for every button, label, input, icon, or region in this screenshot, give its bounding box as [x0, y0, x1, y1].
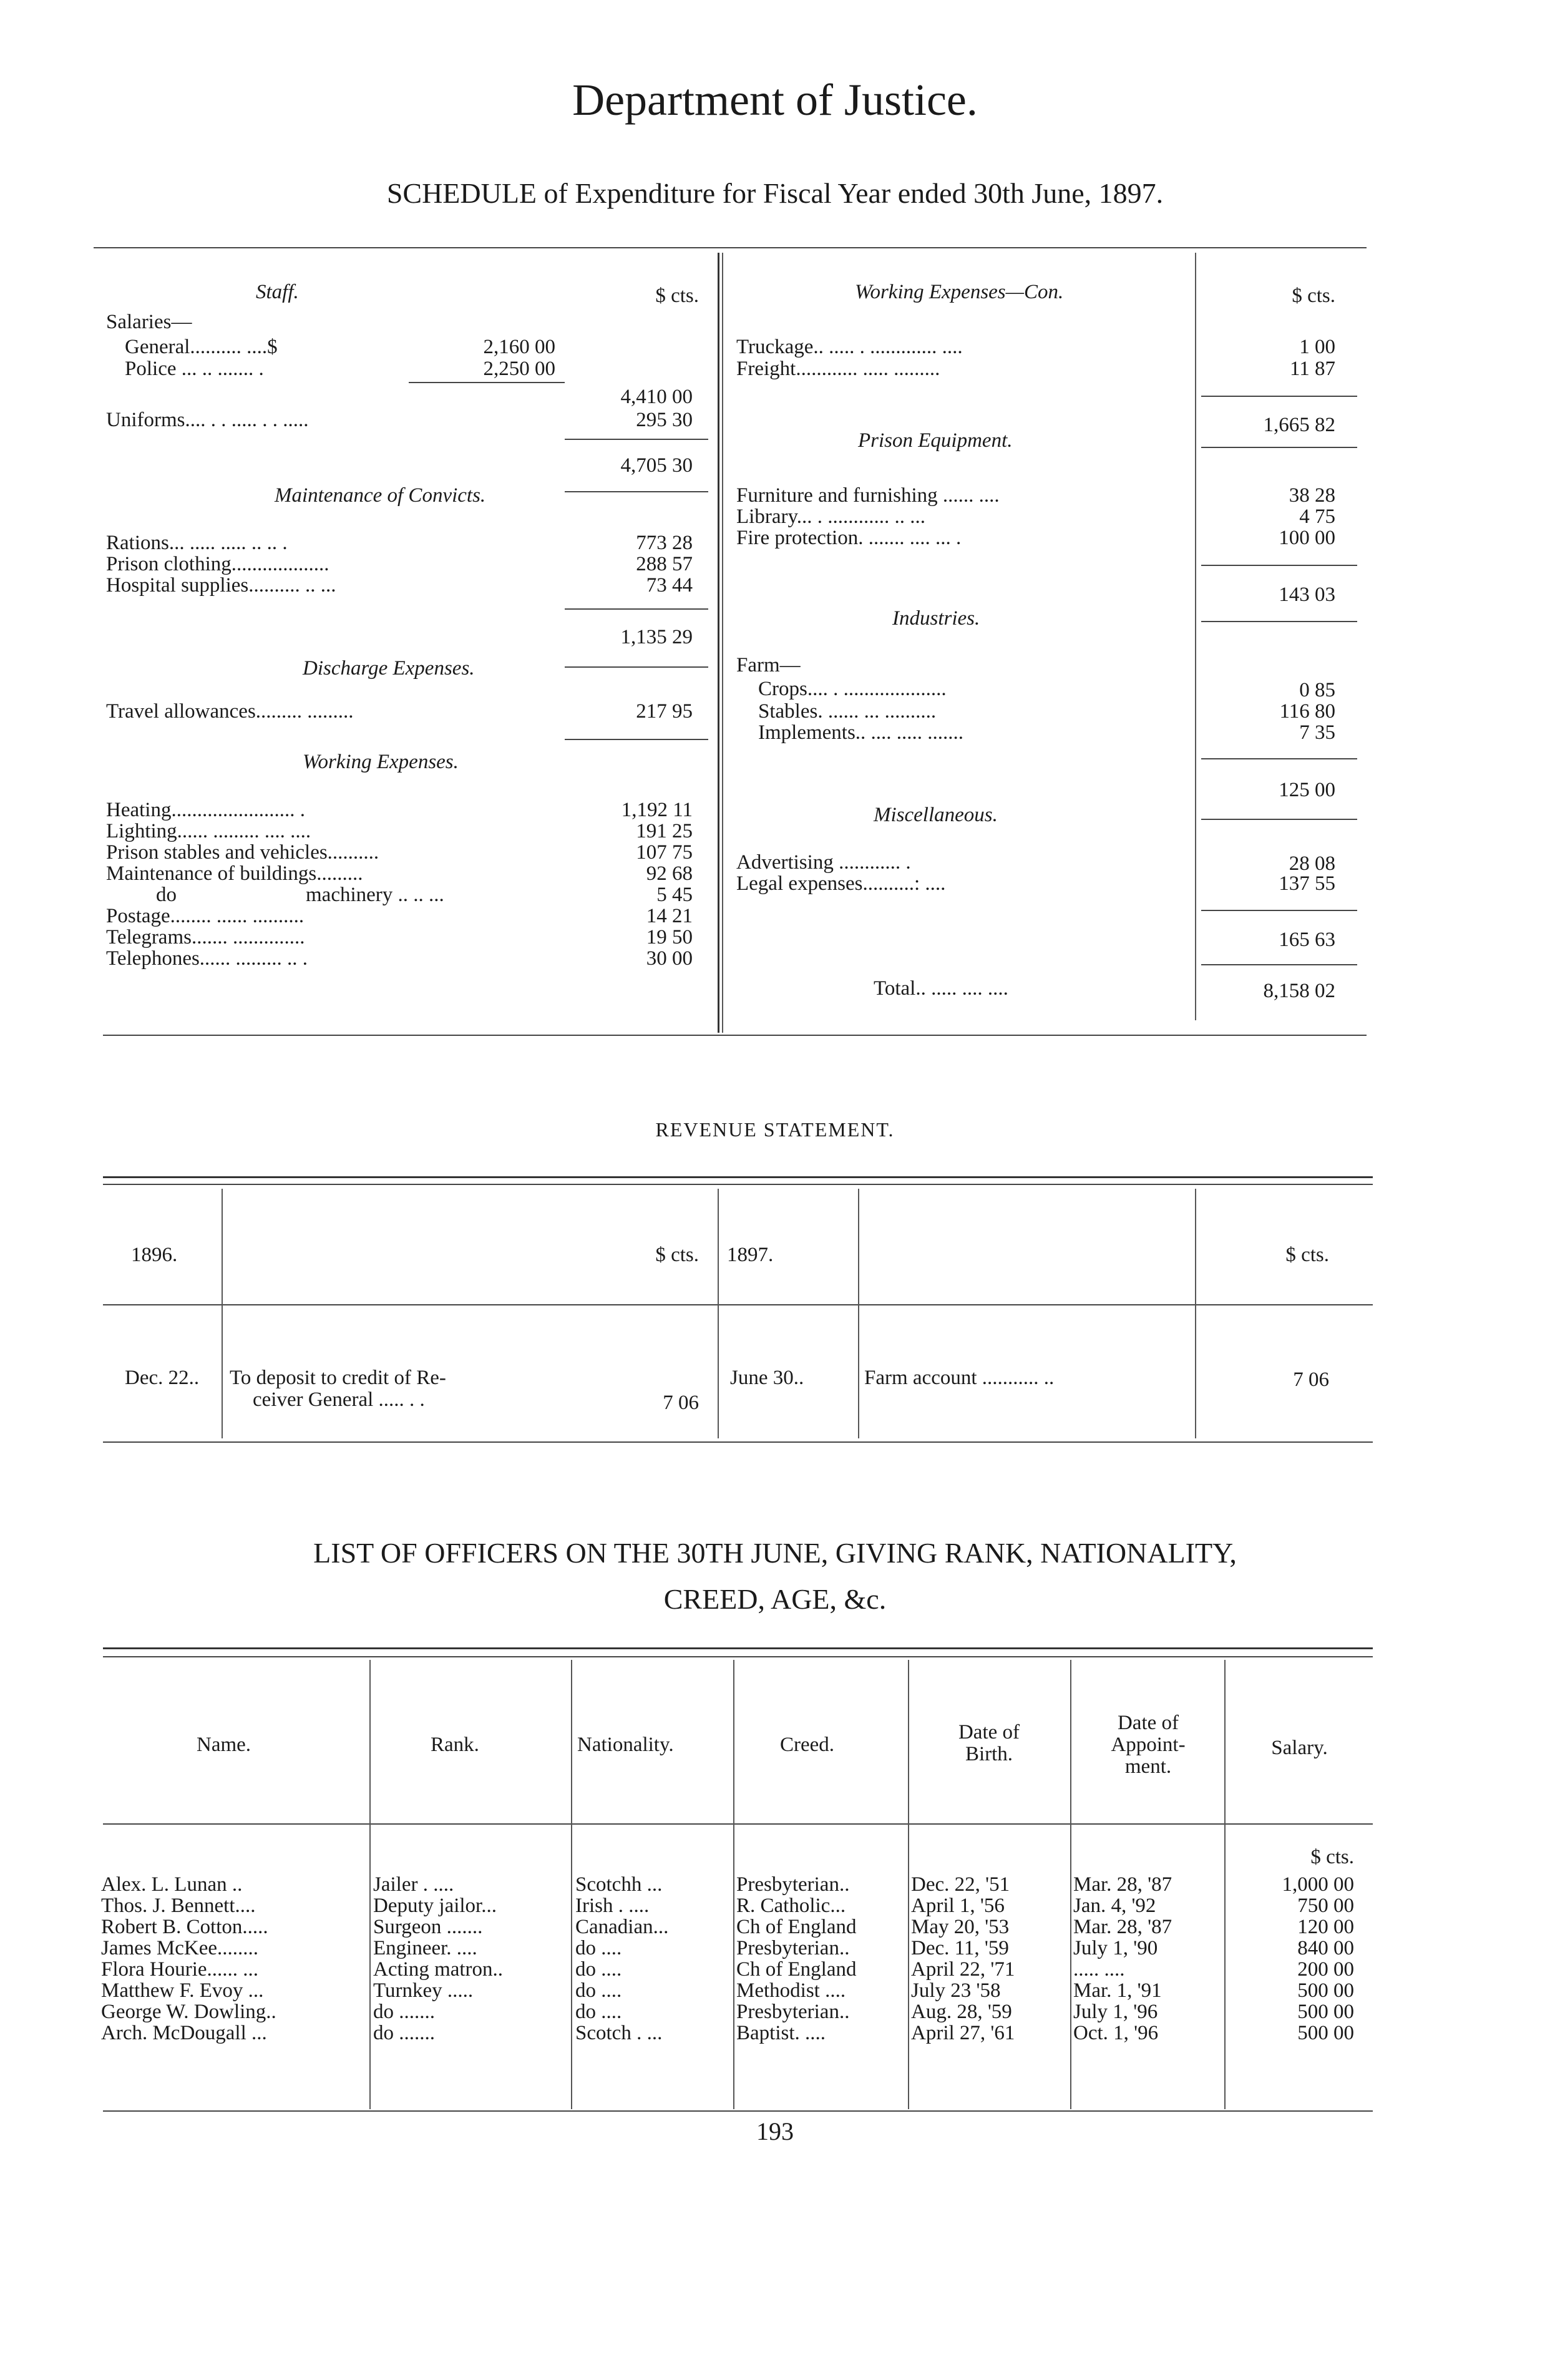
discharge-total-rule: [565, 739, 708, 740]
officers-col-salary: [1224, 1660, 1226, 2109]
working-con-total-rule: [1201, 396, 1357, 397]
uniforms-amount: 295 30: [636, 409, 693, 431]
officer-appointment: Jan. 4, '92: [1073, 1895, 1156, 1917]
officer-birth: Dec. 22, '51: [911, 1873, 1010, 1896]
postage-amount: 14 21: [646, 905, 693, 927]
working-con-heading: Working Expenses—Con.: [855, 281, 1064, 303]
officer-creed: Ch of England: [736, 1916, 857, 1938]
machinery-amount: 5 45: [656, 884, 693, 906]
postage-label: Postage........ ...... ..........: [106, 905, 305, 927]
left-currency-header: $ cts.: [655, 285, 699, 307]
schedule-top-rule: [94, 247, 1367, 248]
implements-amount: 7 35: [1299, 721, 1335, 744]
revenue-year-right: 1897.: [727, 1244, 774, 1266]
maintenance-total: 1,135 29: [620, 626, 693, 648]
officer-nationality: Irish . ....: [575, 1895, 650, 1917]
hospital-label: Hospital supplies.......... .. ...: [106, 574, 336, 597]
officer-creed: Presbyterian..: [736, 2001, 850, 2023]
officer-appointment: ..... ....: [1073, 1958, 1125, 1981]
farm-stables-label: Stables. ...... ... ..........: [758, 700, 937, 723]
officer-birth: April 1, '56: [911, 1895, 1005, 1917]
furniture-amount: 38 28: [1289, 484, 1335, 507]
officer-salary: 500 00: [1297, 2022, 1354, 2044]
officer-nationality: do ....: [575, 1937, 622, 1959]
maintenance-close-rule: [565, 666, 708, 668]
schedule-bottom-rule: [103, 1035, 1367, 1036]
officer-appointment: Mar. 28, '87: [1073, 1916, 1172, 1938]
telegrams-amount: 19 50: [646, 926, 693, 949]
travel-label: Travel allowances......... .........: [106, 700, 354, 723]
officer-rank: Acting matron..: [373, 1958, 504, 1981]
officer-nationality: do ....: [575, 2001, 622, 2023]
officer-nationality: do ....: [575, 1958, 622, 1981]
officers-col-nationality: [571, 1660, 572, 2109]
right-currency-header: $ cts.: [1292, 285, 1335, 307]
officers-col-birth: [908, 1660, 909, 2109]
industries-close-rule: [1201, 819, 1357, 820]
col-header-appt-1: Date of: [1117, 1712, 1179, 1734]
officer-rank: do .......: [373, 2001, 435, 2023]
officer-salary: 1,000 00: [1282, 1873, 1354, 1896]
travel-amount: 217 95: [636, 700, 693, 723]
officers-header-rule: [103, 1823, 1373, 1825]
advertising-label: Advertising ............ .: [736, 851, 911, 874]
buildings-label: Maintenance of buildings.........: [106, 862, 363, 885]
lighting-amount: 191 25: [636, 820, 693, 842]
prison-equipment-heading: Prison Equipment.: [858, 429, 1013, 452]
officer-birth: April 22, '71: [911, 1958, 1015, 1981]
officer-salary: 500 00: [1297, 2001, 1354, 2023]
misc-close-rule: [1201, 964, 1357, 965]
staff-close-rule: [565, 491, 708, 492]
furniture-label: Furniture and furnishing ...... ....: [736, 484, 1000, 507]
miscellaneous-heading: Miscellaneous.: [874, 804, 998, 826]
implements-label: Implements.. .... ..... .......: [758, 721, 964, 744]
machinery-do: do: [156, 884, 177, 906]
officer-creed: Presbyterian..: [736, 1873, 850, 1896]
schedule-center-divider: [718, 253, 719, 1033]
telephones-label: Telephones...... ......... .. .: [106, 947, 308, 970]
clothing-amount: 288 57: [636, 553, 693, 575]
officer-rank: Deputy jailor...: [373, 1895, 497, 1917]
right-amount-divider: [1195, 253, 1196, 1020]
discharge-heading: Discharge Expenses.: [303, 657, 475, 680]
officers-heading-1: LIST OF OFFICERS ON THE 30TH JUNE, GIVING RANK, NATIONALITY,: [313, 1537, 1237, 1569]
buildings-amount: 92 68: [646, 862, 693, 885]
schedule-subtitle: SCHEDULE of Expenditure for Fiscal Year ended 30th June, 1897.: [386, 177, 1164, 209]
officer-salary: 500 00: [1297, 1979, 1354, 2002]
legal-label: Legal expenses..........: ....: [736, 872, 946, 895]
officer-rank: Jailer . ....: [373, 1873, 454, 1896]
revenue-heading: REVENUE STATEMENT.: [655, 1118, 895, 1141]
col-header-appt-3: ment.: [1124, 1755, 1172, 1778]
prison-eq-close-rule: [1201, 621, 1357, 622]
machinery-label: machinery .. .. ...: [306, 884, 444, 906]
col-header-appt-2: Appoint-: [1111, 1734, 1186, 1756]
salaries-total: 4,410 00: [620, 386, 693, 408]
revenue-col-2: [718, 1189, 719, 1438]
library-label: Library... . ............ .. ...: [736, 505, 926, 528]
working-con-total: 1,665 82: [1263, 414, 1335, 436]
revenue-left-date: Dec. 22..: [125, 1367, 200, 1389]
farm-stables-amount: 116 80: [1279, 700, 1335, 723]
general-label: General.......... ....$: [125, 336, 278, 358]
freight-amount: 11 87: [1289, 358, 1335, 380]
officer-birth: May 20, '53: [911, 1916, 1010, 1938]
officer-nationality: Scotch . ...: [575, 2022, 663, 2044]
misc-total-rule: [1201, 910, 1357, 911]
industries-total-rule: [1201, 758, 1357, 759]
salaries-subtotal-rule: [409, 382, 565, 383]
revenue-left-desc-1: To deposit to credit of Re-: [230, 1367, 446, 1389]
officer-name: Alex. L. Lunan ..: [101, 1873, 243, 1896]
prison-eq-total-rule: [1201, 565, 1357, 566]
officer-name: Thos. J. Bennett....: [101, 1895, 256, 1917]
officers-bottom-rule: [103, 2110, 1373, 2112]
officer-nationality: Canadian...: [575, 1916, 669, 1938]
officer-salary: 120 00: [1297, 1916, 1354, 1938]
officer-appointment: July 1, '96: [1073, 2001, 1158, 2023]
officer-creed: Baptist. ....: [736, 2022, 826, 2044]
officer-birth: Dec. 11, '59: [911, 1937, 1009, 1959]
miscellaneous-total: 165 63: [1279, 929, 1335, 951]
officers-col-creed: [733, 1660, 734, 2109]
maintenance-heading: Maintenance of Convicts.: [275, 484, 486, 507]
total-label: Total.. ..... .... ....: [874, 977, 1008, 1000]
revenue-right-amount: 7 06: [1293, 1368, 1329, 1391]
officer-rank: Surgeon .......: [373, 1916, 483, 1938]
working-con-close-rule: [1201, 447, 1357, 448]
officer-name: James McKee........: [101, 1937, 259, 1959]
revenue-left-desc-2: ceiver General ..... . .: [253, 1388, 425, 1411]
col-header-birth-2: Birth.: [965, 1743, 1013, 1765]
farm-label: Farm—: [736, 654, 801, 676]
truckage-amount: 1 00: [1299, 336, 1335, 358]
uniforms-label: Uniforms.... . . ..... . . .....: [106, 409, 309, 431]
crops-amount: 0 85: [1299, 679, 1335, 701]
officer-rank: Turnkey .....: [373, 1979, 474, 2002]
revenue-year-left: 1896.: [131, 1244, 178, 1266]
general-amount: 2,160 00: [483, 336, 555, 358]
fire-amount: 100 00: [1279, 527, 1335, 549]
stables-label: Prison stables and vehicles..........: [106, 841, 379, 864]
hospital-amount: 73 44: [646, 574, 693, 597]
revenue-col-4: [1195, 1189, 1196, 1438]
officers-heading-2: CREED, AGE, &c.: [663, 1583, 887, 1615]
salaries-label: Salaries—: [106, 311, 192, 333]
officers-col-appt: [1070, 1660, 1071, 2109]
stables-amount: 107 75: [636, 841, 693, 864]
officer-nationality: do ....: [575, 1979, 622, 2002]
officer-salary: 200 00: [1297, 1958, 1354, 1981]
col-header-birth-1: Date of: [958, 1721, 1020, 1744]
officer-creed: Methodist ....: [736, 1979, 846, 2002]
revenue-currency-right: $ cts.: [1285, 1244, 1329, 1266]
officer-name: Flora Hourie...... ...: [101, 1958, 259, 1981]
revenue-header-rule: [103, 1304, 1373, 1305]
police-amount: 2,250 00: [483, 358, 555, 380]
officer-creed: R. Catholic...: [736, 1895, 846, 1917]
police-label: Police ... .. ....... .: [125, 358, 264, 380]
prison-equipment-total: 143 03: [1279, 583, 1335, 606]
revenue-col-3: [858, 1189, 859, 1438]
officer-name: Arch. McDougall ...: [101, 2022, 267, 2044]
officers-col-rank: [369, 1660, 371, 2109]
officer-appointment: Oct. 1, '96: [1073, 2022, 1159, 2044]
officer-name: Matthew F. Evoy ...: [101, 1979, 264, 2002]
officer-birth: Aug. 28, '59: [911, 2001, 1012, 2023]
rations-label: Rations... ..... ..... .. .. .: [106, 532, 288, 554]
page-number: 193: [756, 2117, 794, 2145]
heating-label: Heating........................ .: [106, 799, 305, 821]
officer-birth: July 23 '58: [911, 1979, 1001, 2002]
library-amount: 4 75: [1299, 505, 1335, 528]
revenue-top-rule-2: [103, 1184, 1373, 1185]
revenue-left-amount: 7 06: [663, 1392, 699, 1414]
staff-total-rule: [565, 439, 708, 440]
revenue-right-date: June 30..: [730, 1367, 804, 1389]
staff-total: 4,705 30: [620, 454, 693, 477]
grand-total: 8,158 02: [1263, 980, 1335, 1002]
officer-name: George W. Dowling..: [101, 2001, 276, 2023]
officers-top-rule: [103, 1647, 1373, 1649]
freight-label: Freight............ ..... .........: [736, 358, 940, 380]
revenue-bottom-rule: [103, 1441, 1373, 1443]
officer-appointment: Mar. 1, '91: [1073, 1979, 1162, 2002]
officer-nationality: Scotchh ...: [575, 1873, 663, 1896]
col-header-salary-units: $ cts.: [1310, 1846, 1354, 1868]
officer-creed: Presbyterian..: [736, 1937, 850, 1959]
col-header-rank: Rank.: [431, 1734, 479, 1756]
truckage-label: Truckage.. ..... . ............. ....: [736, 336, 963, 358]
officer-salary: 750 00: [1297, 1895, 1354, 1917]
fire-label: Fire protection. ....... .... ... .: [736, 527, 962, 549]
staff-heading: Staff.: [256, 281, 299, 303]
officer-creed: Ch of England: [736, 1958, 857, 1981]
col-header-salary: Salary.: [1271, 1737, 1328, 1759]
officer-rank: Engineer. ....: [373, 1937, 477, 1959]
col-header-nationality: Nationality.: [577, 1734, 674, 1756]
industries-heading: Industries.: [892, 607, 980, 630]
page-title: Department of Justice.: [572, 75, 978, 125]
lighting-label: Lighting...... ......... .... ....: [106, 820, 311, 842]
telephones-amount: 30 00: [646, 947, 693, 970]
revenue-currency-left: $ cts.: [655, 1244, 699, 1266]
revenue-col-1: [222, 1189, 223, 1438]
working-heading: Working Expenses.: [303, 751, 459, 773]
officer-birth: April 27, '61: [911, 2022, 1015, 2044]
officer-appointment: Mar. 28, '87: [1073, 1873, 1172, 1896]
industries-total: 125 00: [1279, 779, 1335, 801]
telegrams-label: Telegrams....... ..............: [106, 926, 305, 949]
clothing-label: Prison clothing...................: [106, 553, 329, 575]
officer-appointment: July 1, '90: [1073, 1937, 1158, 1959]
rations-amount: 773 28: [636, 532, 693, 554]
heating-amount: 1,192 11: [621, 799, 693, 821]
schedule-center-divider-2: [722, 253, 723, 1033]
col-header-creed: Creed.: [780, 1734, 835, 1756]
revenue-right-desc: Farm account ........... ..: [864, 1367, 1055, 1389]
officer-rank: do .......: [373, 2022, 435, 2044]
officer-salary: 840 00: [1297, 1937, 1354, 1959]
revenue-top-rule: [103, 1176, 1373, 1178]
legal-amount: 137 55: [1279, 872, 1335, 895]
crops-label: Crops.... . ....................: [758, 678, 947, 700]
officer-name: Robert B. Cotton.....: [101, 1916, 268, 1938]
col-header-name: Name.: [197, 1734, 251, 1756]
advertising-amount: 28 08: [1289, 852, 1335, 875]
officers-top-rule-2: [103, 1656, 1373, 1657]
maintenance-total-rule: [565, 608, 708, 610]
